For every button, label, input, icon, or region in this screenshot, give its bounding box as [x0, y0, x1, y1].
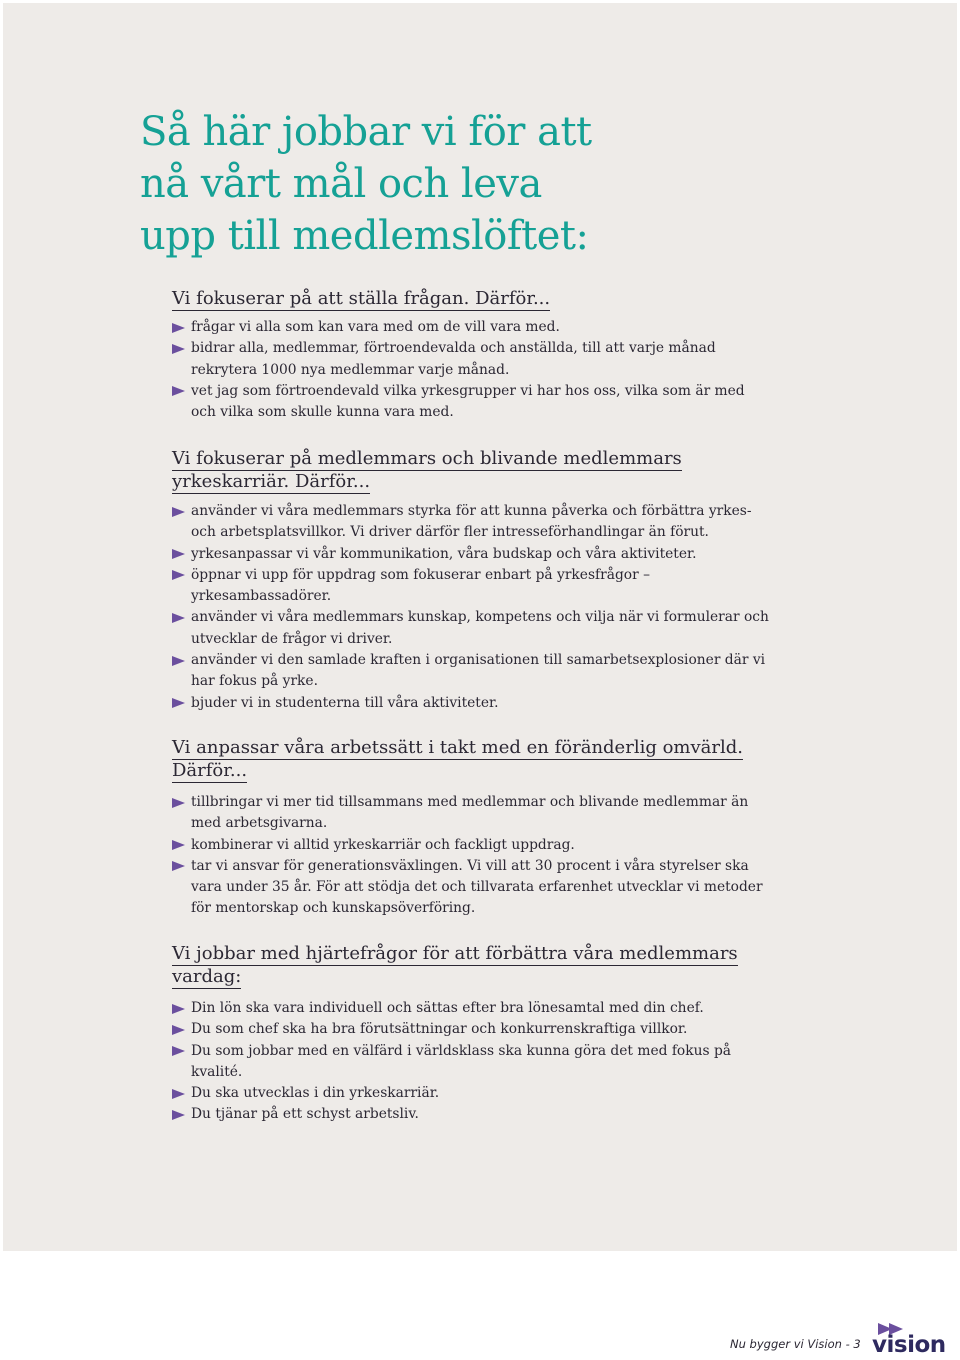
list-item-text: använder vi våra medlemmars kunskap, kompetens och vilja när vi formulerar och utvecklar de frågor vi driver. — [191, 609, 769, 647]
list-item — [172, 856, 772, 920]
section-heading-text: Vi anpassar våra arbetssätt i takt med en föränderlig omvärld. Därför... — [172, 737, 743, 781]
section-ask-the-question — [172, 287, 772, 423]
list-item-text: bidrar alla, medlemmar, förtroendevalda och anställda, till att varje månad rekrytera 1000 nya medlemmar varje månad. — [191, 340, 716, 378]
list-item-text: tillbringar vi mer tid tillsammans med medlemmar och blivande medlemmar än med arbetsgivarna. — [191, 794, 749, 832]
section-heading-text: Vi fokuserar på att ställa frågan. Därför... — [172, 288, 551, 309]
arrow-bullet-icon — [172, 323, 185, 333]
list-item-text: kombinerar vi alltid yrkeskarriär och fackligt uppdrag. — [191, 836, 575, 853]
list-item — [172, 338, 772, 381]
bullet-list — [172, 501, 772, 714]
title-line: Så här jobbar vi för att — [140, 109, 592, 155]
section-heart-issues — [172, 942, 772, 1126]
list-item — [172, 1019, 772, 1040]
list-item — [172, 1104, 772, 1125]
list-item — [172, 650, 772, 693]
arrow-bullet-icon — [172, 1004, 185, 1014]
list-item — [172, 607, 772, 650]
list-item-text: öppnar vi upp för uppdrag som fokuserar enbart på yrkesfrågor – yrkesambassadörer. — [191, 566, 650, 605]
page-footer: Nu bygger vi Vision - 3 — [730, 1337, 861, 1351]
arrow-bullet-icon — [172, 840, 185, 850]
section-heading — [172, 942, 772, 988]
section-heading — [172, 736, 772, 782]
arrow-bullet-icon — [172, 656, 185, 666]
arrow-bullet-icon — [172, 861, 185, 871]
section-career-focus — [172, 447, 772, 714]
vision-logo — [872, 1322, 952, 1358]
list-item — [172, 998, 772, 1019]
arrow-bullet-icon — [172, 386, 185, 396]
list-item-text: vet jag som förtroendevald vilka yrkesgrupper vi har hos oss, vilka som är med och vilka som skulle kunna vara med. — [191, 382, 745, 421]
list-item — [172, 381, 772, 424]
bullet-list — [172, 998, 772, 1126]
arrow-bullet-icon — [172, 344, 185, 354]
arrow-bullet-icon — [172, 1046, 185, 1056]
section-heading-text: Vi fokuserar på medlemmars och blivande medlemmars yrkeskarriär. Därför... — [172, 448, 682, 492]
arrow-bullet-icon — [172, 1110, 185, 1120]
list-item-text: Du som jobbar med en välfärd i världsklass ska kunna göra det med fokus på kvalité. — [191, 1042, 732, 1080]
arrow-bullet-icon — [172, 1025, 185, 1035]
list-item — [172, 1041, 772, 1084]
arrow-bullet-icon — [172, 613, 185, 623]
vision-wordmark: vision — [872, 1332, 946, 1358]
title-line: nå vårt mål och leva — [140, 161, 542, 207]
list-item — [172, 792, 772, 835]
list-item-text: frågar vi alla som kan vara med om de vill vara med. — [191, 319, 560, 335]
bullet-list — [172, 317, 772, 423]
list-item-text: Din lön ska vara individuell och sättas efter bra lönesamtal med din chef. — [191, 1000, 704, 1016]
list-item — [172, 317, 772, 338]
list-item-text: bjuder vi in studenterna till våra aktiviteter. — [191, 694, 499, 711]
arrow-bullet-icon — [172, 798, 185, 808]
arrow-bullet-icon — [172, 549, 185, 559]
arrow-bullet-icon — [172, 570, 185, 580]
list-item — [172, 544, 772, 565]
section-heading — [172, 447, 772, 493]
list-item-text: använder vi våra medlemmars styrka för att kunna påverka och förbättra yrkes- och arbetsplatsvillkor. Vi driver därför fler intresseförhandlingar än förut. — [191, 503, 752, 541]
list-item — [172, 693, 772, 714]
section-heading-text: Vi jobbar med hjärtefrågor för att förbättra våra medlemmars vardag: — [172, 943, 738, 987]
title-line: upp till medlemslöftet: — [140, 213, 589, 259]
list-item-text: använder vi den samlade kraften i organisationen till samarbetsexplosioner där vi har fokus på yrke. — [191, 652, 766, 690]
bullet-list — [172, 792, 772, 920]
list-item-text: Du ska utvecklas i din yrkeskarriär. — [191, 1085, 440, 1102]
list-item — [172, 1083, 772, 1104]
section-heading — [172, 287, 772, 310]
list-item — [172, 501, 772, 544]
arrow-bullet-icon — [172, 698, 185, 708]
list-item — [172, 835, 772, 856]
arrow-bullet-icon — [172, 507, 185, 517]
list-item — [172, 565, 772, 608]
list-item-text: Du som chef ska ha bra förutsättningar och konkurrenskraftiga villkor. — [191, 1021, 688, 1038]
arrow-bullet-icon — [172, 1089, 185, 1099]
list-item-text: tar vi ansvar för generationsväxlingen. Vi vill att 30 procent i våra styrelser ska vara under 35 år. För att stödja det och tillvarata erfarenhet utvecklar vi metoder för mentorskap och kunskapsöverföring. — [191, 857, 763, 917]
section-adapt-ways-of-working — [172, 736, 772, 920]
list-item-text: yrkesanpassar vi vår kommunikation, våra budskap och våra aktiviteter. — [191, 545, 697, 562]
page-title — [140, 106, 592, 262]
list-item-text: Du tjänar på ett schyst arbetsliv. — [191, 1106, 419, 1123]
